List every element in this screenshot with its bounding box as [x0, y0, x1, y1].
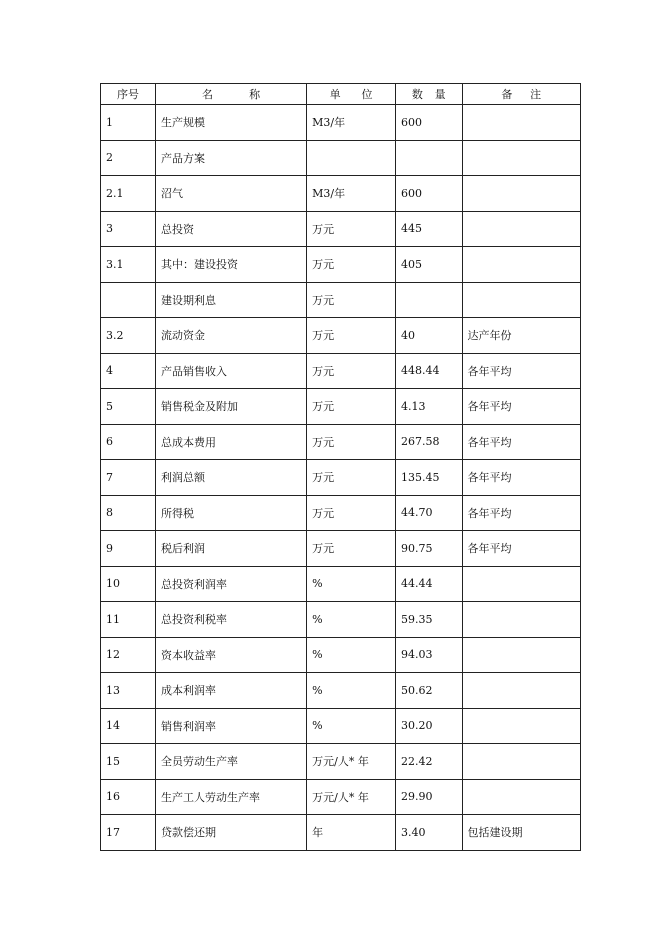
cell-seq: 13 [101, 673, 156, 709]
table-body [101, 105, 581, 851]
cell-note [462, 140, 580, 176]
cell-qty: 50.62 [395, 673, 462, 709]
cell-note [462, 637, 580, 673]
table-row [101, 105, 581, 141]
cell-seq: 3 [101, 211, 156, 247]
cell-unit: % [307, 708, 396, 744]
header-unit-char-2: 位 [361, 88, 373, 101]
cell-name: 所得税 [155, 495, 306, 531]
header-note-char-1: 备 [501, 88, 513, 101]
cell-seq: 12 [101, 637, 156, 673]
cell-note [462, 566, 580, 602]
cell-qty: 600 [395, 176, 462, 212]
cell-unit: 万元 [307, 211, 396, 247]
cell-unit: 万元/人* 年 [307, 744, 396, 780]
cell-unit: 万元/人* 年 [307, 779, 396, 815]
cell-seq: 5 [101, 389, 156, 425]
cell-seq: 2 [101, 140, 156, 176]
table-row [101, 211, 581, 247]
table-row [101, 389, 581, 425]
cell-note [462, 779, 580, 815]
cell-unit: 万元 [307, 531, 396, 567]
cell-name: 产品方案 [155, 140, 306, 176]
cell-unit: M3/年 [307, 105, 396, 141]
cell-name: 总投资利润率 [155, 566, 306, 602]
cell-note [462, 176, 580, 212]
header-name-char-1: 名 [202, 88, 214, 101]
table-row [101, 247, 581, 283]
cell-unit: 万元 [307, 247, 396, 283]
cell-qty: 22.42 [395, 744, 462, 780]
table-row [101, 140, 581, 176]
table-row [101, 673, 581, 709]
cell-qty [395, 282, 462, 318]
cell-unit: 万元 [307, 424, 396, 460]
cell-note: 包括建设期 [462, 815, 580, 851]
header-unit-char-1: 单 [329, 88, 341, 101]
cell-note: 各年平均 [462, 531, 580, 567]
cell-name: 流动资金 [155, 318, 306, 354]
table-row [101, 460, 581, 496]
table-row [101, 815, 581, 851]
table-row [101, 282, 581, 318]
cell-note: 各年平均 [462, 460, 580, 496]
cell-name: 总投资利税率 [155, 602, 306, 638]
cell-note: 各年平均 [462, 424, 580, 460]
table-row [101, 744, 581, 780]
cell-unit: % [307, 602, 396, 638]
cell-unit: 年 [307, 815, 396, 851]
cell-name: 建设期利息 [155, 282, 306, 318]
cell-seq: 2.1 [101, 176, 156, 212]
cell-unit: 万元 [307, 318, 396, 354]
cell-qty: 40 [395, 318, 462, 354]
cell-seq: 4 [101, 353, 156, 389]
table-row [101, 353, 581, 389]
cell-unit: 万元 [307, 389, 396, 425]
cell-unit: 万元 [307, 353, 396, 389]
cell-unit: 万元 [307, 495, 396, 531]
cell-name: 生产工人劳动生产率 [155, 779, 306, 815]
table-header-row [101, 84, 581, 105]
cell-qty: 445 [395, 211, 462, 247]
cell-note: 达产年份 [462, 318, 580, 354]
cell-name: 总成本费用 [155, 424, 306, 460]
header-qty-char-1: 数 [411, 88, 423, 101]
cell-qty [395, 140, 462, 176]
cell-qty: 267.58 [395, 424, 462, 460]
indicator-table [100, 83, 581, 851]
cell-note: 各年平均 [462, 389, 580, 425]
cell-unit: % [307, 637, 396, 673]
cell-note [462, 247, 580, 283]
cell-note [462, 105, 580, 141]
header-note [462, 84, 580, 105]
cell-name: 贷款偿还期 [155, 815, 306, 851]
table-row [101, 495, 581, 531]
cell-name: 其中：建设投资 [155, 247, 306, 283]
header-qty-char-2: 量 [434, 88, 446, 101]
cell-seq: 11 [101, 602, 156, 638]
cell-name: 利润总额 [155, 460, 306, 496]
cell-seq: 3.1 [101, 247, 156, 283]
cell-name: 总投资 [155, 211, 306, 247]
cell-unit: 万元 [307, 282, 396, 318]
cell-qty: 3.40 [395, 815, 462, 851]
cell-unit [307, 140, 396, 176]
table-row [101, 318, 581, 354]
header-qty [395, 84, 462, 105]
cell-qty: 30.20 [395, 708, 462, 744]
table-row [101, 602, 581, 638]
header-seq: 序号 [101, 84, 156, 105]
cell-name: 成本利润率 [155, 673, 306, 709]
cell-name: 销售税金及附加 [155, 389, 306, 425]
cell-seq: 17 [101, 815, 156, 851]
cell-note: 各年平均 [462, 495, 580, 531]
table-row [101, 779, 581, 815]
table-row [101, 566, 581, 602]
cell-name: 税后利润 [155, 531, 306, 567]
cell-unit: 万元 [307, 460, 396, 496]
cell-note [462, 211, 580, 247]
cell-seq: 15 [101, 744, 156, 780]
cell-qty: 44.44 [395, 566, 462, 602]
cell-qty: 405 [395, 247, 462, 283]
cell-qty: 59.35 [395, 602, 462, 638]
cell-unit: % [307, 566, 396, 602]
cell-name: 全员劳动生产率 [155, 744, 306, 780]
cell-note [462, 744, 580, 780]
cell-seq: 16 [101, 779, 156, 815]
cell-note: 各年平均 [462, 353, 580, 389]
table-row [101, 176, 581, 212]
header-unit [307, 84, 396, 105]
cell-name: 沼气 [155, 176, 306, 212]
cell-seq: 7 [101, 460, 156, 496]
cell-name: 销售利润率 [155, 708, 306, 744]
header-name-char-2: 称 [249, 88, 261, 101]
cell-qty: 448.44 [395, 353, 462, 389]
cell-seq [101, 282, 156, 318]
cell-seq: 8 [101, 495, 156, 531]
cell-seq: 3.2 [101, 318, 156, 354]
cell-qty: 4.13 [395, 389, 462, 425]
table-row [101, 531, 581, 567]
cell-seq: 14 [101, 708, 156, 744]
cell-note [462, 282, 580, 318]
cell-qty: 135.45 [395, 460, 462, 496]
cell-note [462, 708, 580, 744]
cell-note [462, 602, 580, 638]
header-note-char-2: 注 [530, 88, 542, 101]
header-name [155, 84, 306, 105]
cell-name: 产品销售收入 [155, 353, 306, 389]
cell-seq: 10 [101, 566, 156, 602]
cell-qty: 94.03 [395, 637, 462, 673]
cell-seq: 6 [101, 424, 156, 460]
cell-qty: 44.70 [395, 495, 462, 531]
cell-qty: 600 [395, 105, 462, 141]
cell-note [462, 673, 580, 709]
cell-qty: 29.90 [395, 779, 462, 815]
cell-unit: % [307, 673, 396, 709]
cell-qty: 90.75 [395, 531, 462, 567]
cell-seq: 1 [101, 105, 156, 141]
cell-seq: 9 [101, 531, 156, 567]
cell-name: 资本收益率 [155, 637, 306, 673]
cell-unit: M3/年 [307, 176, 396, 212]
table-row [101, 424, 581, 460]
cell-name: 生产规模 [155, 105, 306, 141]
table-row [101, 708, 581, 744]
table-row [101, 637, 581, 673]
